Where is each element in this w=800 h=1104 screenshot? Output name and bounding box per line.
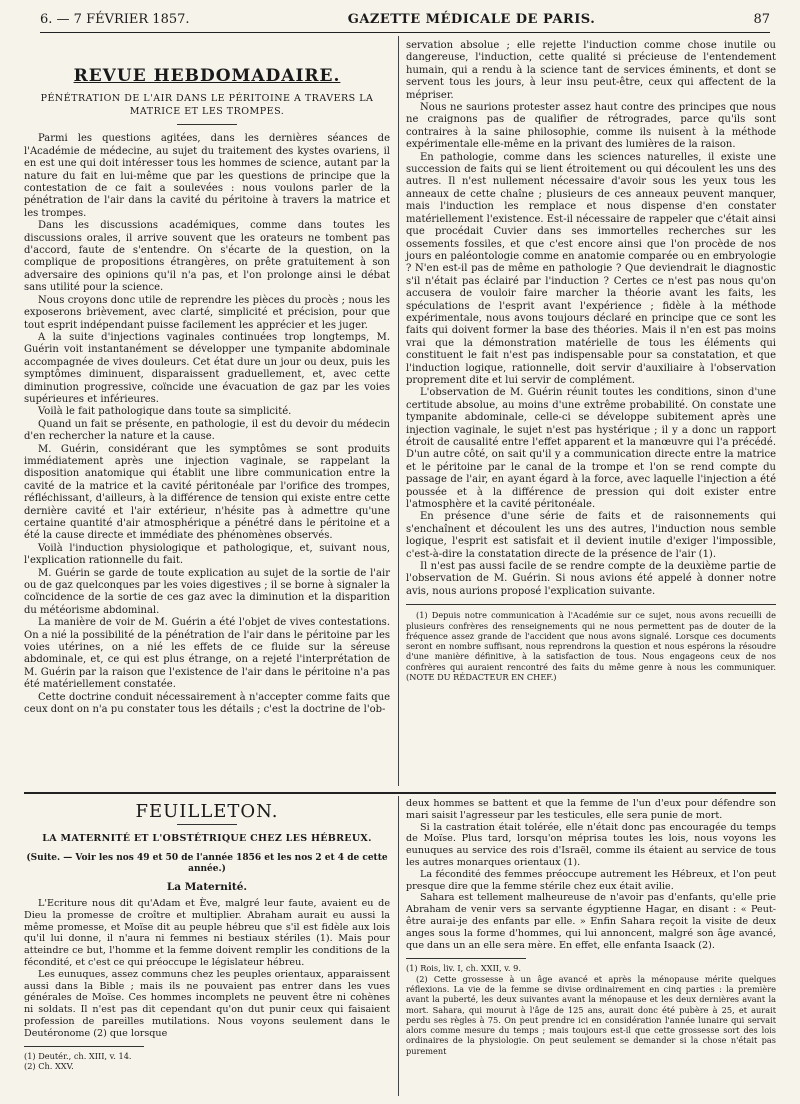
feuilleton-right-footnotes xyxy=(406,963,776,1056)
footnote-text: (1) Rois, liv. I, ch. XXII, v. 9. xyxy=(406,963,521,974)
feuilleton-right-column xyxy=(406,798,776,1056)
footnote-text: (2) Cette grossesse à un âge avancé et après la ménopause mérite quelques réflexions. La vie de la femme se divise ordinairement en cinq parties : la première avant la puberté, les deux suivantes avant la ménopause et les deux dernières avant la mort. Sahara, qui mourut à l'âge de 125 ans, aurait donc été pubère à 25, et aurait perdu ses règles à 75. On peut prendre ici en considération l'année lunaire qui servait alors comme mesure du temps ; mais toujours est-il que cette grossesse sort des lois ordinaires de la physiologie. On peut seulement se demander si la chose n'était pas purement xyxy=(406,973,776,1056)
running-head xyxy=(40,12,770,33)
paragraph: A la suite d'injections vaginales continuées trop longtemps, M. Guérin voit instantanément se développer une tympanite abdominale accompagnée de vives douleurs. Cet état dure un jour ou deux, puis les symptômes diminuent, disparaissent graduellement, et, avec cette diminution progressive, coïncide une évacuation de gaz par les voies supérieures et inférieures. xyxy=(24,331,390,405)
footnote-text: (2) Ch. XXV. xyxy=(24,1060,74,1071)
footnote-text: (1) Depuis notre communication à l'Académie sur ce sujet, nous avons recueilli de plusieurs confrères des renseignements qui ne nous permettent pas de douter de la fréquence assez grande de l'accident que nous avons signalé. Lorsque ces documents seront en nombre suffisant, nous reprendrons la question et nous espérons la résoudre d'une manière définitive, à la satisfaction de tous. Nous engageons ceux de nos confrères qui auraient rencontré des faits du même genre à nous les communiquer. (NOTE DU RÉDACTEUR EN CHEF.) xyxy=(406,610,776,683)
issue-date: 6. — 7 FÉVRIER 1857. xyxy=(40,12,190,27)
footnote-rule xyxy=(406,958,526,959)
paragraph: Nous ne saurions protester assez haut contre des principes que nous ne craignons pas de qualifier de rétrogrades, parce qu'ils sont contraires à la saine philosophie, comme ils nuisent à la méthode expérimentale elle-même en la privant des lumières de la raison. xyxy=(406,102,776,151)
feuilleton-left-column xyxy=(24,802,390,1071)
revue-left-column xyxy=(24,66,390,717)
feuilleton-left-footnotes xyxy=(24,1051,390,1072)
column-divider xyxy=(398,796,399,1096)
paragraph: Les eunuques, assez communs chez les peuples orientaux, apparaissent aussi dans la Bible ; mais ils ne pouvaient pas entrer dans les vues générales de Moïse. Ces hommes incomplets ne peuvent être ni cohènes ni soldats. Il n'est pas dit cependant qu'on dut punir ceux qui faisaient profession de pareilles mutilations. Nous voyons seulement dans le Deutéronome (2) que lorsque xyxy=(24,968,390,1039)
column-divider xyxy=(398,36,399,786)
paragraph: Cette doctrine conduit nécessairement à n'accepter comme faits que ceux dont on n'a pu constater tous les détails ; c'est la doctrine de l'ob- xyxy=(24,691,390,716)
paragraph: Nous croyons donc utile de reprendre les pièces du procès ; nous les exposerons brièvement, avec clarté, simplicité et précision, pour que tout esprit indépendant puisse facilement les apprécier et les juger. xyxy=(24,294,390,331)
suite-note: (Suite. — Voir les nos 49 et 50 de l'année 1856 et les nos 2 et 4 de cette année.) xyxy=(26,852,388,875)
feuilleton-subtitle: LA MATERNITÉ ET L'OBSTÉTRIQUE CHEZ LES HÉBREUX. xyxy=(42,832,372,844)
feuilleton-title: FEUILLETON. xyxy=(135,801,279,822)
page-number: 87 xyxy=(753,12,770,27)
paragraph: Quand un fait se présente, en pathologie, il est du devoir du médecin d'en rechercher la nature et la cause. xyxy=(24,418,390,443)
paragraph: Parmi les questions agitées, dans les dernières séances de l'Académie de médecine, au sujet du traitement des kystes ovariens, il en est une qui doit intéresser tous les hommes de science, autant par la nature du fait en lui-même que par les questions de principe que la contestation de ce fait a soulevées : nous voulons parler de la pénétration de l'air dans la cavité du péritoine à travers la matrice et les trompes. xyxy=(24,133,390,219)
paragraph: M. Guérin se garde de toute explication au sujet de la sortie de l'air ou de gaz quelconques par les voies digestives ; il se borne à signaler la coïncidence de la sortie de ces gaz avec la diminution et la disparition du météorisme abdominal. xyxy=(24,567,390,616)
paragraph: Si la castration était tolérée, elle n'était donc pas encouragée du temps de Moïse. Plus tard, lorsqu'on méprisa toutes les lois, nous voyons les eunuques au service des rois d'Israël, comme ils étaient au service de tous les autres monarques orientaux (1). xyxy=(406,821,776,868)
footnote-rule xyxy=(24,1046,144,1047)
title-rule xyxy=(177,824,237,825)
paragraph: Sahara est tellement malheureuse de n'avoir pas d'enfants, qu'elle prie Abraham de venir vers sa servante égyptienne Hagar, en disant : « Peut-être aurai-je des enfants par elle. » Enfin Sahara reçoit la visite de deux anges sous la forme d'hommes, qui lui annoncent, malgré son âge avancé, que dans un an elle sera mère. En effet, elle enfanta Isaack (2). xyxy=(406,892,776,951)
paragraph: Voilà l'induction physiologique et pathologique, et, suivant nous, l'explication rationnelle du fait. xyxy=(24,542,390,567)
paragraph: L'Ecriture nous dit qu'Adam et Ève, malgré leur faute, avaient eu de Dieu la promesse de croître et multiplier. Abraham aurait eu aussi la même promesse, et Moïse dit au peuple hébreu que s'il est fidèle aux lois qu'il lui donne, il n'aura ni femmes ni bestiaux stériles (1). Mais pour atteindre ce but, l'homme et la femme doivent remplir les conditions de la fécondité, et c'est ce qui préoccupe le législateur hébreu. xyxy=(24,897,390,968)
revue-title: REVUE HEBDOMADAIRE. xyxy=(73,66,341,86)
paragraph: Voilà le fait pathologique dans toute sa simplicité. xyxy=(38,406,292,418)
paragraph: Il n'est pas aussi facile de se rendre compte de la deuxième partie de l'observation de M. Guérin. Si nous avions été appelé à donner notre avis, nous aurions proposé l'explication suivante. xyxy=(406,561,776,597)
paragraph: servation absolue ; elle rejette l'induction comme chose inutile ou dangereuse, l'induction, cette qualité si précieuse de l'entendement humain, qui a rendu à la science tant de services éminents, et dont se servent tous les jours, à leur insu peut-être, ceux qui affectent de la mépriser. xyxy=(406,40,776,101)
footnote-rule xyxy=(406,604,776,605)
footnote-text: (1) Deutér., ch. XIII, v. 14. xyxy=(24,1050,132,1061)
paragraph: En pathologie, comme dans les sciences naturelles, il existe une succession de faits qui se lient étroitement ou qui découlent les uns des autres. Il n'est nullement nécessaire d'avoir sous les yeux tous les anneaux de cette chaîne ; plusieurs de ces anneaux peuvent manquer, mais l'induction les remplace et nous dispense d'en constater matériellement l'existence. Est-il nécessaire de rappeler que c'était ainsi que procédait Cuvier dans ses immortelles recherches sur les ossements fossiles, et que c'est encore ainsi que l'on procède de nos jours en paléontologie comme en anatomie comparée ou en embryologie ? N'en est-il pas de même en pathologie ? Que deviendrait le diagnostic s'il n'était pas éclairé par l'induction ? Certes ce n'est pas nous qu'on accusera de vouloir faire marcher la théorie avant les faits, les spéculations de l'esprit avant l'expérience ; fidèle à la méthode expérimentale, nous avons toujours déclaré en principe que ce sont les faits qui doivent former la base des théories. Mais il n'en est pas moins vrai que la démonstration matérielle de tous les éléments qui constituent le fait n'est pas indispensable pour sa constatation, et que l'induction logique, rationnelle, doit servir d'auxiliaire à l'observation proprement dite et lui servir de complément. xyxy=(406,151,776,386)
feuilleton-separator xyxy=(24,792,776,794)
paragraph: M. Guérin, considérant que les symptômes se sont produits immédiatement après une injection vaginale, se rappelant la disposition anatomique qui établit une libre communication entre la cavité de la matrice et la cavité péritonéale par l'orifice des trompes, réfléchissant, d'ailleurs, à la différence de tension qui existe entre cette dernière cavité et l'air extérieur, n'hésite pas à admettre qu'une certaine quantité d'air atmosphérique a pénétré dans le péritoine et a été la cause directe et immédiate des phénomènes observés. xyxy=(24,443,390,542)
paragraph: En présence d'une série de faits et de raisonnements qui s'enchaînent et découlent les uns des autres, l'induction nous semble logique, l'esprit est satisfait et il devient inutile d'exiger l'impossible, c'est-à-dire la constatation directe de la présence de l'air (1). xyxy=(406,511,776,560)
journal-title: GAZETTE MÉDICALE DE PARIS. xyxy=(347,12,596,27)
paragraph: Dans les discussions académiques, comme dans toutes les discussions orales, il arrive souvent que les orateurs ne tombent pas d'accord, faute de s'entendre. On s'écarte de la question, on la complique de propositions étrangères, on prête gratuitement à son adversaire des opinions qu'il n'a pas, et l'on prolonge ainsi le débat sans utilité pour la science. xyxy=(24,220,390,294)
revue-footnote xyxy=(406,610,776,682)
paragraph: La fécondité des femmes préoccupe autrement les Hébreux, et l'on peut presque dire que la femme stérile chez eux était avilie. xyxy=(406,868,776,892)
paragraph: deux hommes se battent et que la femme de l'un d'eux pour défendre son mari saisit l'agresseur par les testicules, elle sera punie de mort. xyxy=(406,798,776,821)
paragraph: La manière de voir de M. Guérin a été l'objet de vives contestations. On a nié la possibilité de la pénétration de l'air dans le péritoine par les voies utérines, on a nié les effets de ce fluide sur la séreuse abdominale, et, ce qui est plus étrange, on a rejeté l'interprétation de M. Guérin par la raison que l'existence de l'air dans le péritoine n'a pas été matériellement constatée. xyxy=(24,617,390,691)
title-rule xyxy=(177,124,237,125)
paragraph: L'observation de M. Guérin réunit toutes les conditions, sinon d'une certitude absolue, au moins d'une extrême probabilité. On constate une tympanite abdominale, celle-ci se développe subitement après une injection vaginale, le sujet n'est pas hystérique ; il y a donc un rapport étroit de causalité entre l'effet apparent et la manœuvre qui l'a précédé. D'un autre côté, on sait qu'il y a communication directe entre la matrice et le péritoine par le canal de la trompe et l'on se rend compte du passage de l'air, en ayant égard à la force, avec laquelle l'injection a été poussée et à la différence de pression qui doit exister entre l'atmosphère et la cavité péritonéale. xyxy=(406,387,776,511)
revue-right-column xyxy=(406,40,776,682)
section-heading: La Maternité. xyxy=(166,881,248,894)
revue-subtitle: PÉNÉTRATION DE L'AIR DANS LE PÉRITOINE A TRAVERS LA MATRICE ET LES TROMPES. xyxy=(40,93,374,118)
